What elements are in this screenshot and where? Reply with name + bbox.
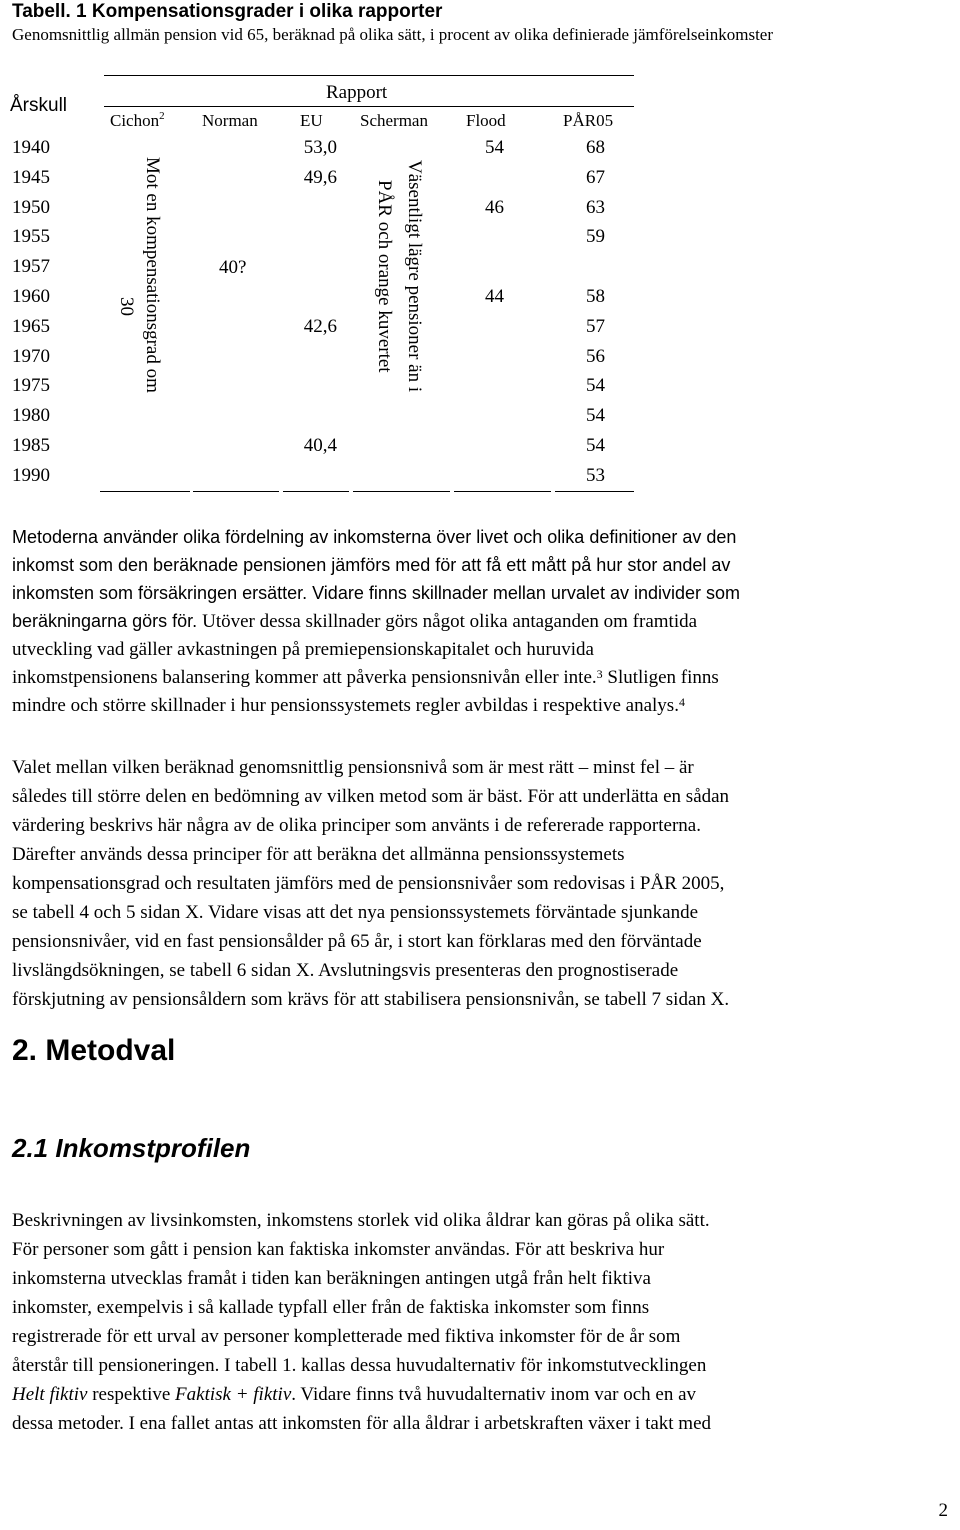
- cell-par05: 56: [586, 346, 605, 367]
- norman-note: 40?: [219, 257, 247, 278]
- cell-par05: 59: [586, 226, 605, 247]
- cell-par05: 67: [586, 167, 605, 188]
- cell-year: 1980: [12, 405, 50, 426]
- bottom-rule-1: [100, 491, 190, 492]
- col-header-par05: PÅR05: [563, 111, 614, 130]
- paragraph-inkomstprofil: Beskrivningen av livsinkomsten, inkomstens storlek vid olika åldrar kan göras på olika sätt. För personer som gått i pension kan faktiska inkomster användas. För att beskriva hur inkomsterna utvecklas framåt i tiden kan beräkningen antingen utgå från helt fiktiva inkomster, exempelvis i så kallade typfall eller från de faktiska inkomster som finns registrerade för ett urval av personer kompletterade med fiktiva inkomster för de år som återstår till pensioneringen. I tabell 1. kallas dessa huvudalternativ för inkomstutvecklingen Helt fiktiv respektive Faktisk + fiktiv. Vidare finns två huvudalternativ inom var och en av dessa metoder. I ena fallet antas att inkomsten för alla åldrar i arbetskraften växer i takt med: [12, 1210, 712, 1434]
- table-subtitle: Genomsnittlig allmän pension vid 65, beräknad på olika sätt, i procent av olika definierade jämförelseinkomster: [12, 25, 774, 44]
- cell-par05: 53: [586, 465, 605, 486]
- cichon-vertical-note-2: 30: [116, 297, 137, 316]
- col-header-cichon: Cichon$^2$: [110, 110, 165, 130]
- col-header-scherman: Scherman: [360, 111, 428, 130]
- table-caption-title: [12, 0, 442, 24]
- col-header-flood: Flood: [466, 111, 506, 130]
- cell-eu: 40,4: [303, 435, 337, 456]
- cell-par05: 54: [586, 375, 605, 396]
- table-title: Kompensationsgrader i olika rapporter: [91, 1, 443, 22]
- scherman-vertical-note-2: PÅR och orange kuvertet: [374, 180, 395, 373]
- col-header-norman: Norman: [202, 111, 258, 130]
- footnote-2: 2: [159, 110, 165, 122]
- row-header-arskull: Årskull: [10, 95, 68, 116]
- cell-year: 1955: [12, 226, 50, 247]
- cell-year: 1945: [12, 167, 50, 188]
- cell-year: 1940: [12, 137, 50, 158]
- cell-eu: 42,6: [303, 316, 337, 337]
- bottom-rule-5: [454, 491, 551, 492]
- cell-par05: 58: [586, 286, 605, 307]
- page-number: 2: [938, 1500, 948, 1521]
- footnote-4: 4: [678, 695, 685, 709]
- footnote-3: 3: [596, 667, 603, 681]
- group-header-rapport: Rapport: [326, 82, 388, 103]
- cell-par05: 54: [586, 405, 605, 426]
- group-header-rule: [104, 106, 634, 107]
- cell-par05: 63: [586, 197, 605, 218]
- table-top-rule: [104, 75, 634, 76]
- col-header-eu: EU: [300, 111, 323, 130]
- cell-year: 1970: [12, 346, 50, 367]
- cell-flood: 44: [485, 286, 504, 307]
- cell-eu: 49,6: [303, 167, 337, 188]
- cell-par05: 54: [586, 435, 605, 456]
- cell-year: 1975: [12, 375, 50, 396]
- bottom-rule-3: [283, 491, 349, 492]
- cell-year: 1965: [12, 316, 50, 337]
- bottom-rule-2: [193, 491, 279, 492]
- scherman-vertical-note-1: Väsentligt lägre pensioner än i: [404, 160, 425, 393]
- cichon-vertical-note-1: Mot en kompensationsgrad om: [142, 157, 163, 393]
- paragraph-methods: Metoderna använder olika fördelning av inkomsterna över livet och olika definitioner av den inkomst som den beräknade pensionen jämförs med för att få ett mått på hur stor andel av inkomsten som försäkringen ersätter. Vidare finns skillnader mellan urvalet av individer som beräkningarna görs för. Utöver dessa skillnader görs något olika antaganden om framtida utveckling vad gäller avkastningen på premiepensionskapitalet och huruvida inkomstpensionens balansering kommer att påverka pensionsnivån eller inte.$^3$ Slutligen finns mindre och större skillnader i hur pensionssystemets regler avbildas i respektive analys.$^4$: [12, 527, 740, 716]
- bottom-rule-4: [353, 491, 450, 492]
- paragraph-valet: Valet mellan vilken beräknad genomsnittlig pensionsnivå som är mest rätt – minst fel – är således till större delen en bedömning av vilken metod som är bäst. För att underlätta en sådan värdering beskrivs här några av de olika principer som använts i de refererade rapporterna. Därefter används dessa principer för att beräkna det allmänna pensionssystemets kompensationsgrad och resultaten jämförs med de pensionsnivåer som redovisas i PÅR 2005, se tabell 4 och 5 sidan X. Vidare visas att det nya pensionssystemets förväntade sjunkande pensionsnivåer, vid en fast pensionsålder på 65 år, i stort kan förklaras med den förväntade livslängdsökningen, se tabell 6 sidan X. Avslutningsvis presenteras den prognostiserade förskjutning av pensionsåldern som krävs för att stabilisera pensionsnivån, se tabell 7 sidan X.: [12, 757, 730, 1010]
- cell-flood: 46: [485, 197, 504, 218]
- cell-year: 1950: [12, 197, 50, 218]
- cell-par05: 57: [586, 316, 605, 337]
- cell-eu: 53,0: [303, 137, 337, 158]
- bottom-rule-6: [555, 491, 634, 492]
- table-label: Tabell. 1: [12, 1, 87, 22]
- cell-flood: 54: [485, 137, 504, 158]
- cell-year: 1957: [12, 256, 50, 277]
- subsection-heading-inkomstprofilen: 2.1 Inkomstprofilen: [12, 1133, 251, 1163]
- cell-year: 1990: [12, 465, 50, 486]
- cell-par05: 68: [586, 137, 605, 158]
- cell-year: 1985: [12, 435, 50, 456]
- section-heading-metodval: 2. Metodval: [12, 1034, 176, 1067]
- cell-year: 1960: [12, 286, 50, 307]
